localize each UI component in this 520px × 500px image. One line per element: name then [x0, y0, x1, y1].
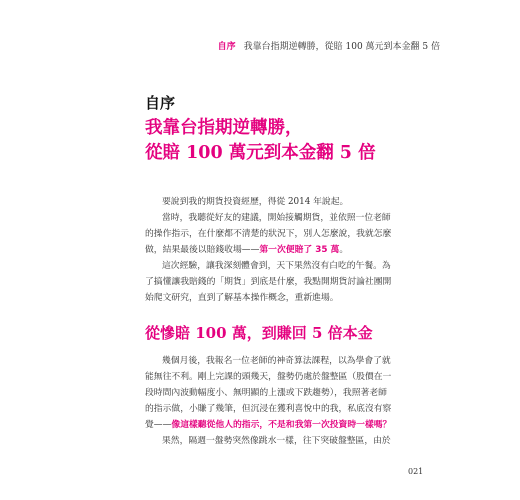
body-line [145, 194, 393, 210]
body-line [145, 433, 393, 449]
highlighted-text: 第一次便賠了 35 萬 [259, 245, 340, 255]
body-line-text: 要說到我的期貨投資經歷，得從 2014 年說起。 [162, 197, 349, 207]
body-line-text: 能無往不利。剛上完課的頭幾天，盤勢仍處於盤整區（股價在一 [145, 372, 392, 382]
running-header [218, 39, 440, 52]
highlighted-text: 像這樣聽從他人的指示，不是和我第一次投資時一樣嗎？ [171, 420, 392, 430]
body-line [145, 417, 393, 433]
chapter-title [145, 116, 376, 166]
body-line [145, 290, 393, 306]
body-line-text: 果然，隔週一盤勢突然像跳水一樣，往下突破盤整區，由於 [162, 436, 391, 446]
body-line-text: 做，結果最後以賠錢收場—— [145, 245, 260, 255]
body-line-text: 段時間內波動幅度小、無明顯的上漲或下跌趨勢），我照著老師 [145, 388, 387, 398]
body-text-1 [145, 194, 393, 306]
section-label: 自序 [145, 94, 176, 112]
chapter-title-line-2: 從賠 100 萬元到本金翻 5 倍 [145, 143, 376, 163]
body-line [145, 274, 393, 290]
body-line-text: 的操作指示，在什麼都不清楚的狀況下，別人怎麼說，我就怎麼 [145, 229, 392, 239]
body-text-2 [145, 353, 393, 449]
body-line-text: 這次經驗，讓我深刻體會到，天下果然沒有白吃的午餐。為 [162, 261, 391, 271]
body-line-text: 。 [339, 245, 349, 255]
body-line [145, 385, 393, 401]
body-line [145, 210, 393, 226]
page-number: 021 [408, 467, 424, 476]
body-line [145, 226, 393, 242]
body-line [145, 369, 393, 385]
body-line [145, 353, 393, 369]
body-line-text: 始爬文研究，直到了解基本操作概念，重新進場。 [145, 293, 339, 303]
subheading: 從慘賠 100 萬，到賺回 5 倍本金 [145, 324, 373, 342]
body-line [145, 242, 393, 258]
running-header-title: 我靠台指期逆轉勝，從賠 100 萬元到本金翻 5 倍 [243, 42, 440, 52]
body-line-text: 了搞懂讓我賠錢的「期貨」到底是什麼，我點開期貨討論社團開 [145, 277, 392, 287]
body-line-text: 的指示做，小賺了幾筆，但沉浸在獲利喜悅中的我，私底沒有察 [145, 404, 392, 414]
body-line [145, 258, 393, 274]
chapter-title-line-1: 我靠台指期逆轉勝， [145, 118, 303, 138]
body-line [145, 401, 393, 417]
body-line-text: 幾個月後，我報名一位老師的神奇算法課程，以為學會了就 [162, 356, 391, 366]
running-header-section: 自序 [217, 42, 236, 52]
body-line-text: 覺—— [145, 420, 172, 430]
body-line-text: 當時，我聽從好友的建議，開始接觸期貨，並依照一位老師 [162, 213, 391, 223]
